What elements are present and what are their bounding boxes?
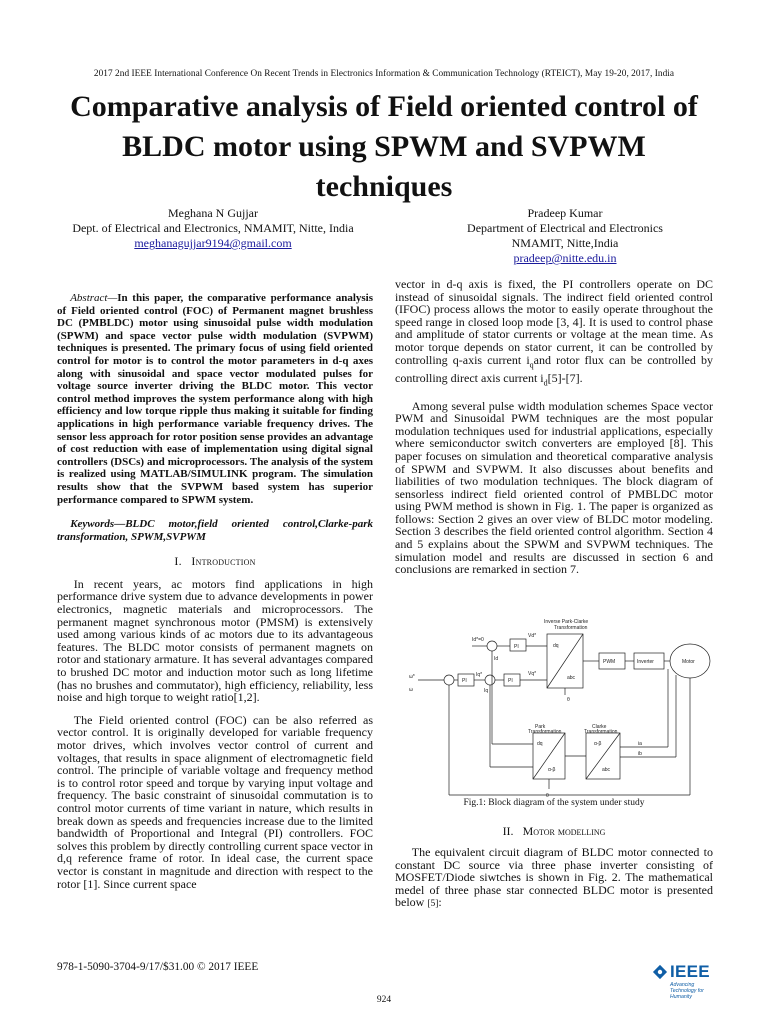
- ieee-diamond-icon: [652, 964, 668, 980]
- section-heading-motor-modelling: II. Motor modelling: [502, 824, 606, 838]
- section-heading-introduction: I. Introduction: [174, 554, 256, 569]
- right-paragraph-3: The equivalent circuit diagram of BLDC motor connected to constant DC source via three phase inverter consisting of MOSFET/Diode siwtches is shown in Fig. 2. The mathematical medel of three phase star connected BLDC motor is presented below [5]:: [395, 845, 713, 910]
- fig-ia: ia: [638, 741, 642, 747]
- right-column: [395, 278, 713, 576]
- fig-motor: Motor: [682, 659, 695, 665]
- fig-pi-q: PI: [508, 678, 513, 684]
- ieee-logo-tagline: Advancing Technology for Humanity: [670, 982, 704, 1000]
- fig-clarke-transformation: Transformation: [584, 729, 618, 735]
- fig-park: Park: [535, 724, 546, 730]
- sum-junction-q: [485, 675, 495, 685]
- author-location: NMAMIT, Nitte,India: [511, 236, 619, 250]
- sum-junction-d: [487, 641, 497, 651]
- author-affiliation: Department of Electrical and Electronics: [467, 221, 663, 235]
- abstract-text: In this paper, the comparative performance analysis of Field oriented control (FOC) of Permanent magnet brushless DC (PMBLDC) motor using sinusoidal pulse width modulation (SPWM) and space vector pulse width modulation (SVPWM) techniques is presented. The primary focus of using field oriented control for motor is to control the motor parameters in d-q axes along with sinusoidal and space vector modulated pulses for voltage source inverter driving the BLDC motor. This vector control method improves the system performance along with high efficiency and low torque ripple thus making it suitable for finding applications in high performance variable frequency drives. The sensor less approach for rotor position sense provides an advantage of cost reduction with ease of implementation using digital signal controllers (DSCs) and microprocessors. The analysis of the system is realized using MATLAB/SIMULINK program. The simulation results show that the SVPWM based system has superior performance compared to SPWM system.: [57, 292, 373, 506]
- fig-pi-d: PI: [514, 644, 519, 650]
- block-diagram-figure: [406, 617, 718, 803]
- abstract: [57, 292, 373, 506]
- fig-pwm: PWM: [603, 659, 616, 665]
- fig-iq-ref: Iq*: [476, 672, 483, 678]
- fig-clarke-abc: abc: [602, 767, 611, 773]
- fig-label-inverse-park-clarke: Inverse Park-Clarke: [544, 619, 589, 625]
- paper-title: [40, 87, 728, 207]
- fig-dq: dq: [553, 643, 559, 649]
- fig-abc: abc: [567, 675, 576, 681]
- author-name: Pradeep Kumar: [527, 206, 603, 220]
- fig-w-ref: ω*: [409, 674, 415, 680]
- fig-park-ab: α-β: [548, 767, 556, 773]
- author-block-1: [38, 206, 388, 251]
- right-paragraph-1: vector in d-q axis is fixed, the PI controllers operate on DC instead of sinusoidal signals. The indirect field oriented control (IFOC) process allows the motor to easily operate throughout the speed range in closed loop mode [3, 4]. It is used to control phase and amplitude of stator currents or voltage at the mean time. As motor torque depends on stator current, it can be controlled by controlling q-axis current $i_qand$ rotor flux can be controlled by controlling direct axis current $i_d[5]-[7]$.: [395, 277, 713, 387]
- fig-park-dq: dq: [537, 741, 543, 747]
- keywords: [57, 518, 373, 543]
- fig-label-transformation: Transformation: [554, 625, 588, 631]
- ieee-logo-word: IEEE: [670, 962, 710, 981]
- figure-caption: Fig.1: Block diagram of the system under study: [463, 798, 645, 808]
- author-email-link[interactable]: meghanagujjar9194@gmail.com: [134, 236, 292, 250]
- intro-paragraph-1: In recent years, ac motors find applications in high performance drive system due to advance developments in power electronics, magnetic materials and microprocessors. The permanent magnet synchronous motor (PMSM) is extensively used among various kinds of ac motors due to its advantageous features. The BLDC motor consists of permanent magnets on rotor and stationary armature. It has several advantages compared to brushed DC motor and induction motor such as long lifetime (has no brushes and commutator), high efficiency, reliability, less noise and high torque to weight ratio[1,2].: [57, 576, 373, 705]
- title-line-1: Comparative analysis of Field oriented control of: [70, 90, 698, 123]
- fig-iq: Iq: [484, 688, 489, 694]
- sum-junction-speed: [444, 675, 454, 685]
- fig-clarke-ab: α-β: [594, 741, 602, 747]
- keywords-text: BLDC motor,field oriented control,Clarke-park transformation, SPWM,SVPWM: [57, 518, 373, 543]
- intro-paragraph-2: The Field oriented control (FOC) can be also referred as vector control. It is originally developed for variable frequency motor drives, which involves vector control of current and voltages, that results in space alignment of electromagnetic field control. The principle of variable voltage and frequency method is to control rotor speed and torque by varying input voltage and frequency. The basic constraint of sinusoidal commutation is to control motor currents of time variant in nature, which results in break down as speeds and frequencies increase due to the limited bandwidth of Proportional and Integral (PI) controllers. FOC solves this problem by directly controlling current space vector in d,q reference frame of rotor. In ideal case, the current space vector is constant in magnitude and direction with respect to the rotor [1]. Since current space: [57, 712, 373, 891]
- fig-id: Id: [494, 656, 499, 662]
- author-affiliation: Dept. of Electrical and Electronics, NMAMIT, Nitte, India: [72, 221, 354, 235]
- fig-id-ref: Id*=0: [472, 637, 484, 643]
- keywords-label: Keywords—: [70, 518, 126, 531]
- page-number: 924: [376, 995, 392, 1005]
- fig-pi-speed: PI: [462, 678, 467, 684]
- fig-w: ω: [409, 687, 413, 693]
- author-block-2: [395, 206, 735, 266]
- ieee-logo: [652, 962, 712, 1002]
- copyright-footer: 978-1-5090-3704-9/17/$31.00 © 2017 IEEE: [57, 961, 259, 973]
- fig-park-transformation: Transformation: [528, 729, 562, 735]
- title-line-3: techniques: [315, 170, 453, 203]
- author-name: Meghana N Gujjar: [168, 206, 258, 220]
- right-paragraph-2: Among several pulse width modulation schemes Space vector PWM and Sinusoidal PWM techniques are the most popular modulation techniques used for industrial applications, especially where semiconductor switch converters are employed [8]. This paper focuses on simulation and theoretical comparative analysis of SPWM and SVPWM. It also discusses about benefits and liabilities of two modulation techniques. The block diagram of sensorless indirect field oriented control of PMBLDC motor using PWM method is shown in Fig. 1. The paper is organized as follows: Section 2 gives an over view of BLDC motor modeling. Section 3 describes the field oriented control algorithm. Section 4 and 5 explains about the SPWM and SVPWM techniques. The simulation model and results are discussed in section 6 and conclusions are remarked in section 7.: [395, 398, 713, 577]
- fig-inverter: Inverter: [637, 659, 654, 665]
- fig-vd: Vd*: [528, 633, 537, 639]
- title-line-2: BLDC motor using SPWM and SVPWM: [122, 130, 646, 163]
- fig-ib: ib: [638, 751, 642, 757]
- fig-theta: θ: [546, 793, 549, 799]
- fig-clarke: Clarke: [592, 724, 607, 730]
- fig-theta-top: θ: [567, 697, 570, 703]
- author-email-link[interactable]: pradeep@nitte.edu.in: [513, 251, 617, 265]
- left-column: [57, 292, 373, 890]
- abstract-label: Abstract—: [70, 292, 118, 304]
- conference-header: 2017 2nd IEEE International Conference On Recent Trends in Electronics Information & Communication Technology (RTEICT), May 19-20, 2017, India: [93, 69, 675, 79]
- fig-vq: Vq*: [528, 671, 537, 677]
